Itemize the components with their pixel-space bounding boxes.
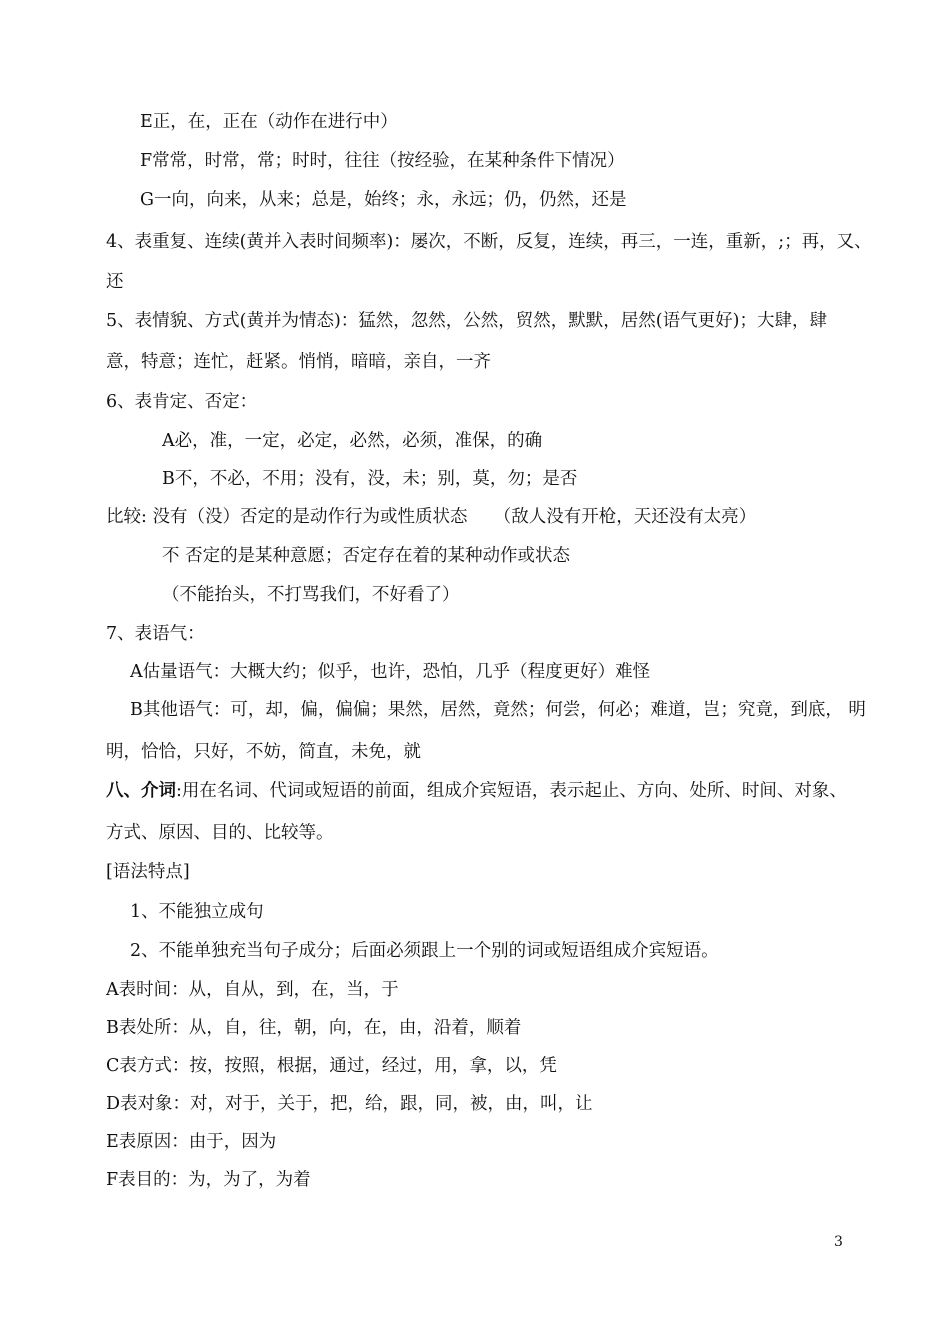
list-item: E表原因：由于，因为 [106,1132,277,1152]
text-line: 不 否定的是某种意愿；否定存在着的某种动作或状态 [162,546,571,566]
section-title-preposition: 八、介词 [106,781,176,801]
section-heading-affirm-negate: 6、表肯定、否定： [106,392,258,412]
text-line: B其他语气：可，却，偏，偏偏；果然，居然，竟然；何尝，何必；难道，岂；究竟，到底， 明 [130,700,866,720]
list-item: B表处所：从，自，往，朝，向，在，由，沿着，顺着 [106,1018,522,1038]
list-item: F表目的：为，为了，为着 [106,1170,311,1190]
text-line: E正，在，正在（动作在进行中） [140,112,398,132]
list-item: D表对象：对，对于，关于，把，给，跟，同，被，由，叫，让 [106,1094,593,1114]
text-line: 1、不能独立成句 [130,902,264,922]
text-line: A估量语气：大概大约；似乎，也许，恐怕，几乎（程度更好）难怪 [130,662,651,682]
text-line: 方式、原因、目的、比较等。 [106,823,334,843]
text-line: 意，特意；连忙，赶紧。悄悄，暗暗，亲自，一齐 [106,352,491,372]
preposition-definition [106,779,847,803]
text-line: F常常，时常，常；时时，往往（按经验，在某种条件下情况） [140,151,625,171]
text-line: 还 [106,272,124,292]
grammar-features-heading: [语法特点] [106,862,190,882]
section-heading-mood: 7、表语气： [106,624,205,644]
text-line: B不，不必，不用；没有，没，未；别，莫，勿；是否 [162,469,578,489]
text-line: G一向，向来，从来；总是，始终；永，永远；仍，仍然，还是 [140,190,627,210]
text-line: A必，准，一定，必定，必然，必须，准保，的确 [162,431,543,451]
list-item: C表方式：按，按照，根据，通过，经过，用，拿，以，凭 [106,1056,557,1076]
text-line: 明，恰恰，只好，不妨，简直，未免，就 [106,742,421,762]
comparison-line: 比较: 没有（没）否定的是动作行为或性质状态 （敌人没有开枪，天还没有太亮） [106,507,757,527]
definition-text: :用在名词、代词或短语的前面，组成介宾短语，表示起止、方向、处所、时间、对象、 [176,781,847,801]
text-line: （不能抬头，不打骂我们，不好看了） [162,585,460,605]
text-line: 2、不能单独充当句子成分；后面必须跟上一个别的词或短语组成介宾短语。 [130,941,719,961]
list-item: A表时间：从，自从，到，在，当，于 [106,980,399,1000]
text-line: 5、表情貌、方式(黄并为情态)：猛然，忽然，公然，贸然，默默，居然(语气更好)；大肆，肆 [106,311,827,331]
text-line: 4、表重复、连续(黄并入表时间频率)：屡次，不断，反复，连续，再三，一连，重新，;；再，又、 [106,232,872,252]
page-number: 3 [834,1234,843,1250]
